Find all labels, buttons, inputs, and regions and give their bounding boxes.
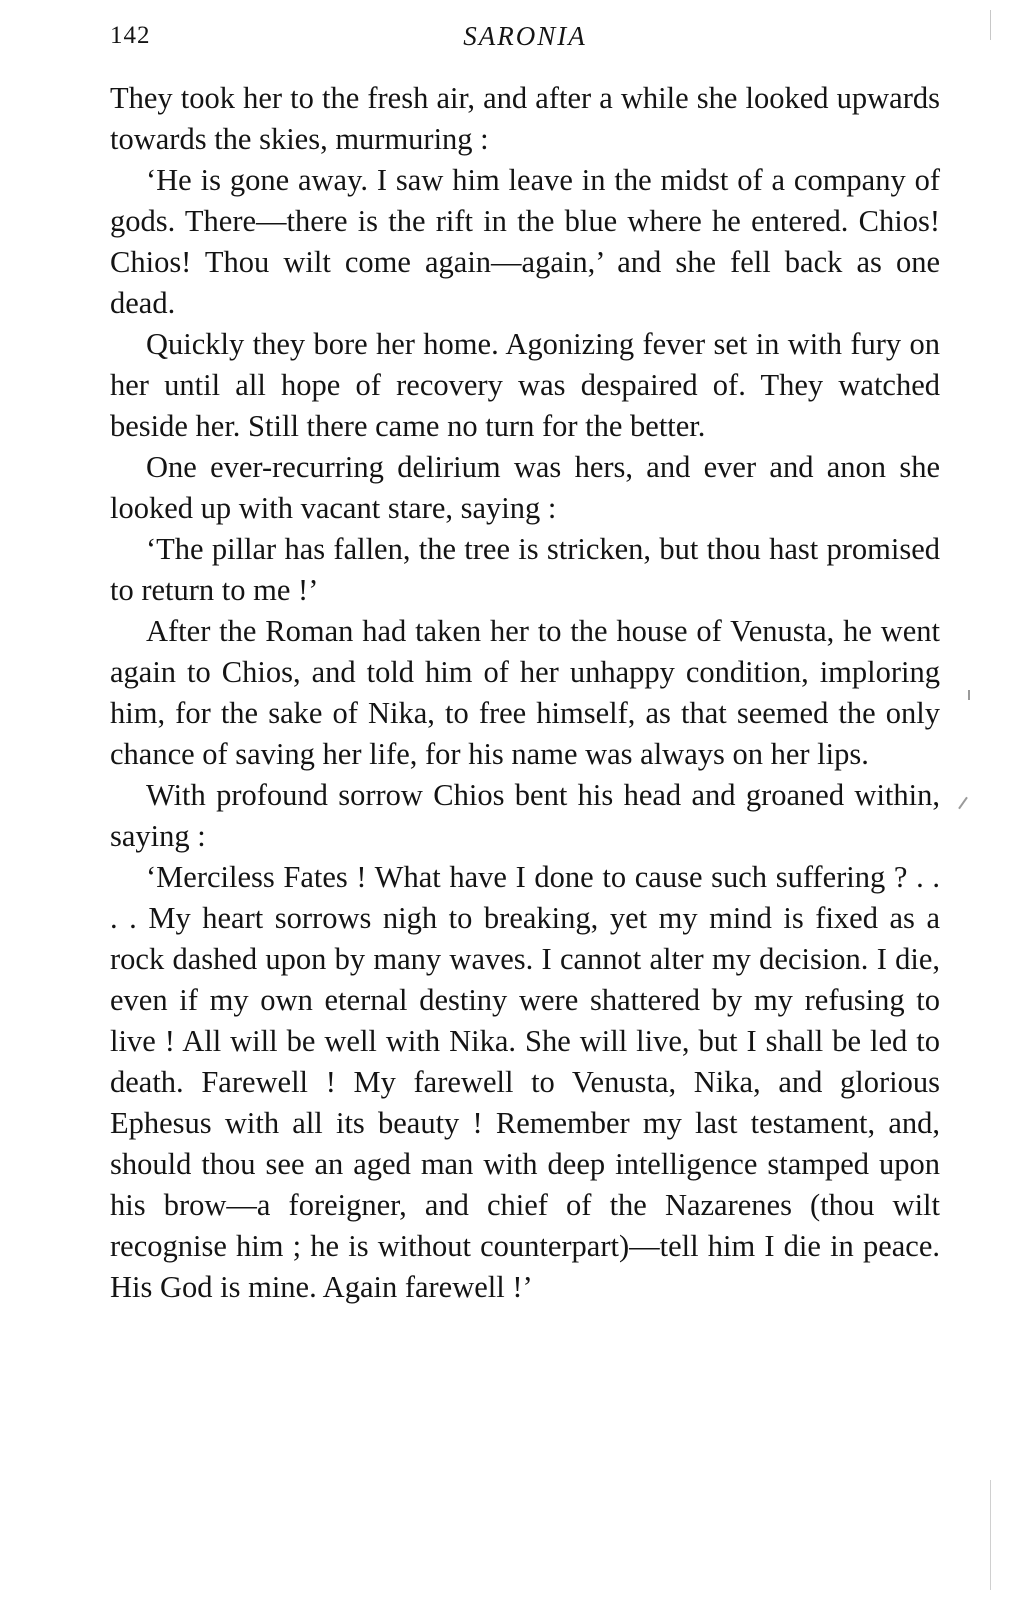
paragraph: ‘Merciless Fates ! What have I done to cause such suffering ? . . . . My heart sorrows nigh to breaking, yet my mind is fixed as a rock dashed upon by many waves. I cannot alter my decision. I die, even if my own eternal destiny were shattered by my refusing to live ! All will be well with Nika. She will live, but I shall be led to death. Farewell ! My farewell to Venusta, Nika, and glorious Ephesus with all its beauty ! Remember my last testament, and, should thou see an aged man with deep intelligence stamped upon his brow—a foreigner, and chief of the Nazarenes (thou wilt recognise him ; he is without counterpart)—tell him I die in peace. His God is mine. Again farewell !’ — [110, 860, 940, 1304]
paragraph: ‘He is gone away. I saw him leave in the midst of a company of gods. There—there is the rift in the blue where he entered. Chios! Chios! Thou wilt come again—again,’ and she fell back as one dead. — [110, 163, 940, 320]
running-head — [110, 14, 940, 58]
body-text — [110, 78, 940, 1308]
paragraph: After the Roman had taken her to the house of Venusta, he went again to Chios, and told him of her unhappy condition, imploring him, for the sake of Nika, to free himself, as that seemed the only chance of saving her life, for his name was always on her lips. — [110, 614, 940, 771]
paragraph: One ever-recurring delirium was hers, and ever and anon she looked up with vacant stare, saying : — [110, 450, 940, 525]
paragraph: ‘The pillar has fallen, the tree is stricken, but thou hast promised to return to me !’ — [110, 532, 940, 607]
scan-speck — [968, 690, 970, 700]
page-number: 142 — [110, 22, 151, 49]
scan-speck — [990, 1480, 991, 1590]
scan-speck — [958, 797, 968, 810]
paragraph: They took her to the fresh air, and after a while she looked upwards towards the skies, murmuring : — [110, 81, 940, 156]
scan-speck — [990, 10, 991, 40]
running-title: SARONIA — [463, 21, 587, 51]
paragraph: Quickly they bore her home. Agonizing fever set in with fury on her until all hope of recovery was despaired of. They watched beside her. Still there came no turn for the better. — [110, 327, 940, 443]
paragraph: With profound sorrow Chios bent his head and groaned within, saying : — [110, 778, 940, 853]
